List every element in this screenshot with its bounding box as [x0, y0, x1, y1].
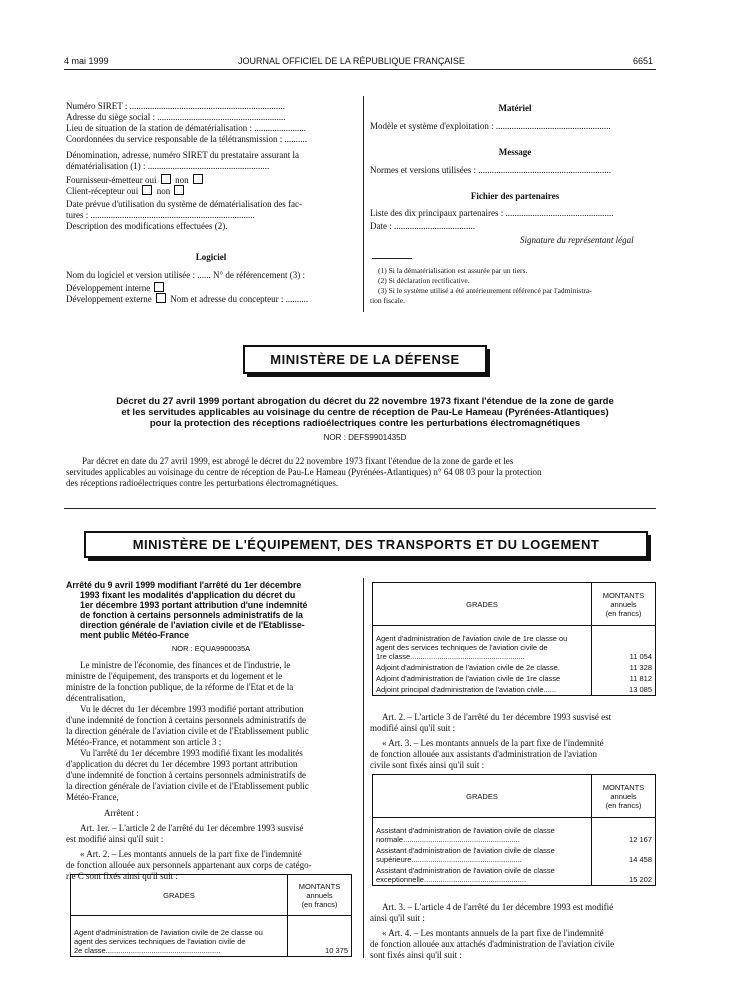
materiel-line: Modèle et système d'exploitation : ................................................... — [370, 121, 611, 131]
grade-text: agent des services techniques de l'aviation civile de — [74, 937, 246, 946]
dev-externe-label: Développement externe — [66, 294, 152, 304]
decree-body-line: servitudes applicables au voisinage du centre de réception de Pau-Le Hameau (Pyrénées-Atlantiques) n° 64 08 03 pour la protection — [66, 467, 542, 477]
arrete-nor: NOR : EQUA9900035A — [171, 644, 251, 653]
grade-text: Adjoint d'administration de l'aviation civile de 1re classe — [376, 674, 561, 683]
table-row — [373, 662, 656, 673]
form-line: Numéro SIRET : ..................................................................... — [66, 101, 285, 111]
form-line: Lieu de situation de la station de dématérialisation : ....................... — [66, 123, 306, 133]
arrete-title-line: ment public Météo-France — [80, 630, 189, 640]
montants-label: MONTANTS — [602, 782, 645, 792]
footnote: (2) Si déclaration rectificative. — [378, 276, 470, 285]
ministry-equipement-box — [84, 531, 648, 558]
amount-cell: 14 458 — [592, 845, 656, 865]
col-header-grades: GRADES — [373, 583, 592, 626]
body-line: ministre de la fonction publique, de la réforme de l'Etat et de la — [66, 682, 294, 692]
message-title: Message — [498, 147, 532, 157]
body-line: Le ministre de l'économie, des finances et de l'industrie, le — [80, 660, 291, 670]
amount-cell: 13 085 — [592, 684, 656, 696]
fournisseur-label: Fournisseur-émetteur oui — [66, 175, 157, 185]
header-journal: JOURNAL OFFICIEL DE LA RÉPUBLIQUE FRANÇAISE — [238, 56, 465, 66]
body-line: Météo-France, — [66, 792, 119, 802]
amount-cell: 15 202 — [592, 865, 656, 886]
amount-cell: 10 375 — [288, 916, 352, 957]
form-line: tures : ......................................................................... — [66, 210, 255, 220]
non-label: non — [175, 175, 189, 185]
ministry-equipement-title: MINISTÈRE DE L'ÉQUIPEMENT, DES TRANSPORTS ET DU LOGEMENT — [132, 537, 600, 552]
grade-text: Adjoint d'administration de l'aviation civile de 2e classe. — [376, 663, 560, 672]
fournisseur-oui-checkbox[interactable] — [161, 174, 171, 184]
montants-unit: (en francs) — [605, 800, 642, 810]
grade-cell — [373, 673, 592, 684]
art3-quote-line: « Art. 3. – Les montants annuels de la part fixe de l'indemnité — [382, 738, 604, 748]
decree-title-line: Décret du 27 avril 1999 portant abrogation du décret du 22 novembre 1973 fixant l'étendue de la zone de garde — [116, 396, 614, 407]
art2-quote-line: rie C sont fixés ainsi qu'il suit : — [66, 871, 178, 881]
table-row — [373, 818, 656, 846]
header-rule — [64, 69, 656, 70]
table-header-row — [71, 875, 352, 916]
form-line: Adresse du siège social : ......................................................... — [66, 112, 286, 122]
body-line: la direction générale de l'aviation civile et de l'Etablissement public — [66, 726, 309, 736]
grade-cell — [373, 818, 592, 846]
grade-text: normale........................................................ — [376, 835, 520, 844]
art2-quote-line: « Art. 2. – Les montants annuels de la part fixe de l'indemnité — [80, 849, 302, 859]
montants-unit: (en francs) — [605, 608, 642, 618]
dev-interne-checkbox[interactable] — [154, 282, 164, 292]
art4-quote-line: sont fixés ainsi qu'il suit : — [370, 950, 462, 960]
body-line: d'application du décret du 1er décembre 1993 portant attribution — [66, 759, 298, 769]
arrete-title-line: de fonction à certains personnels administratifs de la — [80, 610, 303, 620]
art3-line: Art. 3. – L'article 4 de l'arrêté du 1er décembre 1993 est modifié — [382, 902, 614, 912]
art3-quote-line: civile sont fixés ainsi qu'il suit : — [370, 760, 485, 770]
table-row — [373, 673, 656, 684]
grade-text: Agent d'administration de l'aviation civile de 1re classe ou — [376, 634, 568, 643]
form-line: dématérialisation (1) : ...................................................... — [66, 161, 270, 171]
montants-sub: annuels — [610, 599, 637, 609]
grade-text: supérieure..................................................... — [376, 855, 522, 864]
signature-label: Signature du représentant légal — [520, 235, 634, 245]
decree-title-line: et les servitudes applicables au voisinage du centre de réception de Pau-Le Hameau (Pyrénées-Atlantiques) — [121, 407, 609, 418]
body-line: d'une indemnité de fonction à certains personnels administratifs de — [66, 770, 307, 780]
nom-concepteur: Nom et adresse du concepteur : .......... — [170, 294, 309, 304]
montants-sub: annuels — [306, 890, 333, 900]
grade-cell — [373, 684, 592, 696]
body-line: d'une indemnité de fonction à certains personnels administratifs de — [66, 715, 307, 725]
grade-text: agent des services techniques de l'aviation civile de — [376, 643, 548, 652]
grade-text: Agent d'administration de l'aviation civile de 2e classe ou — [74, 928, 263, 937]
table-row — [373, 684, 656, 696]
decree-body-line: Par décret en date du 27 avril 1999, est abrogé le décret du 22 novembre 1973 fixant l'étendue de la zone de garde et les — [82, 456, 514, 466]
logiciel-title: Logiciel — [195, 252, 227, 262]
col-header-montants — [592, 583, 656, 626]
ministry-defense-title: MINISTÈRE DE LA DÉFENSE — [270, 352, 460, 367]
col-header-montants — [592, 775, 656, 818]
grade-text: Adjoint principal d'administration de l'aviation civile...... — [376, 685, 557, 694]
grade-text: Assistant d'administration de l'aviation civile de classe — [376, 826, 555, 835]
ministry-defense-box — [243, 345, 487, 374]
art3-quote-line: de fonction allouée aux assistants d'administration de l'aviation — [370, 749, 597, 759]
body-line: Vu l'arrêté du 1er décembre 1993 modifié fixant les modalités — [80, 748, 303, 758]
art2-quote-line: de fonction allouée aux personnels appartenant aux corps de catégo- — [66, 860, 312, 870]
arrete-title-line: Arrêté du 9 avril 1999 modifiant l'arrêté du 1er décembre — [66, 580, 302, 590]
arrete-title-line: 1er décembre 1993 portant attribution d'une indemnité — [80, 600, 308, 610]
column-divider-bottom — [363, 578, 364, 958]
header-date: 4 mai 1999 — [64, 56, 109, 66]
form-line: Coordonnées du service responsable de la télétransmission : .......... — [66, 134, 307, 144]
montants-label: MONTANTS — [298, 881, 341, 891]
arrete-title-line: direction générale de l'aviation civile et de l'Etablisse- — [80, 620, 305, 630]
amount-cell: 11 328 — [592, 662, 656, 673]
table-row — [373, 845, 656, 865]
body-line: Météo-France, et notamment son article 3 ; — [66, 737, 222, 747]
amount-cell: 12 167 — [592, 818, 656, 846]
grade-cell — [373, 845, 592, 865]
client-oui-checkbox[interactable] — [142, 185, 152, 195]
fournisseur-non-checkbox[interactable] — [193, 174, 203, 184]
grade-cell — [373, 662, 592, 673]
grade-cell — [373, 626, 592, 663]
form-line: Dénomination, adresse, numéro SIRET du prestataire assurant la — [66, 150, 300, 160]
grade-text: Assistant d'administration de l'aviation civile de classe — [376, 866, 555, 875]
client-label: Client-récepteur oui — [66, 186, 139, 196]
section-rule — [64, 508, 656, 509]
grades-table-assistants — [372, 774, 656, 886]
body-line: décentralisation, — [66, 693, 126, 703]
grade-text: exceptionnelle................................................. — [376, 875, 527, 884]
table-header-row — [373, 583, 656, 626]
table-row — [373, 865, 656, 886]
grades-table-c — [70, 874, 352, 957]
form-line: Description des modifications effectuées (2). — [66, 221, 228, 231]
col-header-grades: GRADES — [71, 875, 288, 916]
art1-line: Art. 1er. – L'article 2 de l'arrêté du 1er décembre 1993 susvisé — [80, 823, 304, 833]
body-line: ministre de l'équipement, des transports et du logement et le — [66, 671, 283, 681]
art4-quote-line: de fonction allouée aux attachés d'administration de l'aviation civile — [370, 939, 615, 949]
table-row — [373, 626, 656, 663]
montants-sub: annuels — [610, 791, 637, 801]
grade-cell — [71, 916, 288, 957]
column-divider-top — [363, 96, 364, 312]
amount-cell: 11 054 — [592, 626, 656, 663]
grade-text: 2e classe....................................................... — [74, 946, 221, 955]
art3-line: ainsi qu'il suit : — [370, 913, 425, 923]
grade-text: Assistant d'administration de l'aviation civile de classe — [376, 846, 555, 855]
logiciel-line: Nom du logiciel et version utilisée : ...... N° de référencement (3) : — [66, 270, 306, 280]
art1-line: est modifié ainsi qu'il suit : — [66, 834, 164, 844]
footnote: tion fiscale. — [370, 296, 405, 305]
amount-cell: 11 812 — [592, 673, 656, 684]
form-line: Date prévue d'utilisation du système de dématérialisation des fac- — [66, 199, 303, 209]
grades-table-adjoints — [372, 582, 656, 696]
materiel-title: Matériel — [498, 103, 532, 113]
montants-unit: (en francs) — [301, 899, 338, 909]
art2-line: Art. 2. – L'article 3 de l'arrêté du 1er décembre 1993 susvisé est — [382, 712, 612, 722]
grade-cell — [373, 865, 592, 886]
table-header-row — [373, 775, 656, 818]
arretent-label: Arrêtent : — [104, 808, 139, 818]
grade-text: 1re classe....................................................... — [376, 652, 525, 661]
fichier-title: Fichier des partenaires — [470, 191, 560, 201]
decree-nor: NOR : DEFS9901435D — [323, 433, 407, 442]
footnote: (3) Si le système utilisé a été antérieurement référencé par l'administra- — [378, 286, 592, 295]
arrete-title-line: 1993 fixant les modalités d'application du décret du — [80, 590, 296, 600]
dev-interne-label: Développement interne — [66, 283, 151, 293]
non-label: non — [156, 186, 171, 196]
col-header-grades: GRADES — [373, 775, 592, 818]
body-line: la direction générale de l'aviation civile et de l'Etablissement public — [66, 781, 309, 791]
decree-body-line: des réceptions radioélectriques contre les perturbations électromagnétiques. — [66, 478, 339, 488]
col-header-montants — [288, 875, 352, 916]
art2-line: modifié ainsi qu'il suit : — [370, 723, 456, 733]
montants-label: MONTANTS — [602, 590, 645, 600]
message-line: Normes et versions utilisées : ........................................................... — [370, 165, 611, 175]
fichier-line: Liste des dix principaux partenaires : ................................................ — [370, 208, 614, 218]
client-line — [66, 185, 186, 197]
art4-quote-line: « Art. 4. – Les montants annuels de la part fixe de l'indemnité — [382, 928, 604, 938]
date-line: Date : .................................... — [370, 221, 475, 231]
dev-externe-line — [66, 293, 308, 305]
header-page-number: 6651 — [633, 56, 654, 66]
table-row — [71, 916, 352, 957]
client-non-checkbox[interactable] — [174, 185, 184, 195]
footnote-rule — [372, 258, 412, 259]
dev-externe-checkbox[interactable] — [156, 293, 166, 303]
body-line: Vu le décret du 1er décembre 1993 modifié portant attribution — [80, 704, 304, 714]
footnote: (1) Si la dématérialisation est assurée par un tiers. — [378, 266, 528, 275]
decree-title-line: pour la protection des réceptions radioélectriques contre les perturbations électromagnétiques — [149, 418, 581, 429]
